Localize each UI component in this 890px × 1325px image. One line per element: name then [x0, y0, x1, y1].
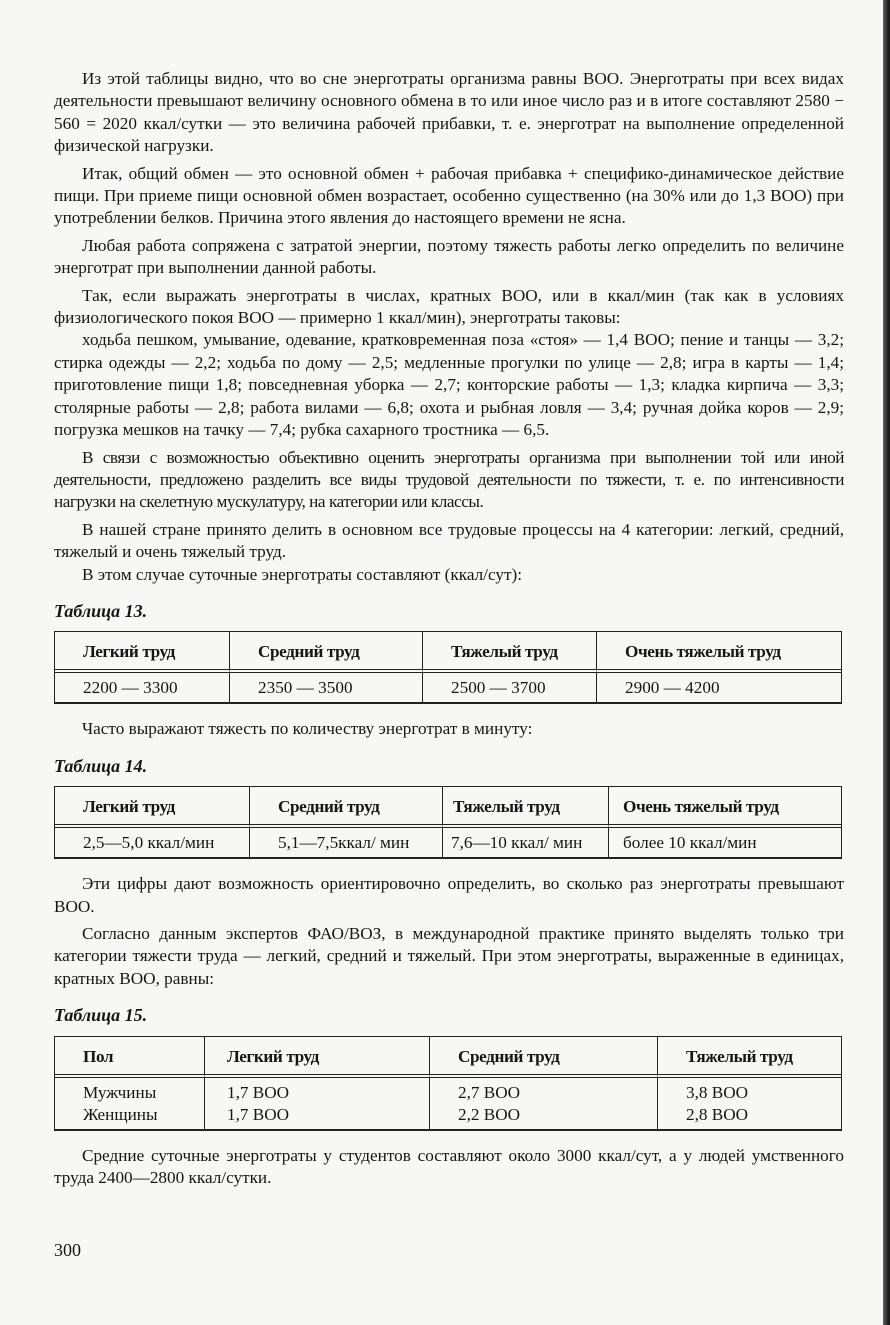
table-cell: 2,5—5,0 ккал/мин [55, 828, 250, 858]
table-header-row [55, 1037, 841, 1078]
table-header-cell: Средний труд [230, 632, 423, 673]
table-cell: 5,1—7,5ккал/ мин [250, 828, 443, 858]
table-cell: 2350 — 3500 [230, 673, 423, 703]
table-cell [205, 1078, 430, 1130]
page-edge-shadow [883, 0, 890, 1325]
paragraph: Согласно данным экспертов ФАО/ВОЗ, в международной практике принято выделять только три категории тяжести труда — легкий, средний и тяжелый. При этом энерготраты, выраженные в единицах, кратных ВОО, равны: [54, 923, 844, 988]
table-cell: более 10 ккал/мин [609, 828, 841, 858]
paragraph: Любая работа сопряжена с затратой энергии, поэтому тяжесть работы легко определить по величине энерготрат при выполнении данной работы. [54, 235, 844, 278]
paragraph: Итак, общий обмен — это основной обмен + рабочая прибавка + специфико-динамическое действие пищи. При приеме пищи основной обмен возрастает, особенно существенно (на 30% или до 1,3 ВОО) при употреблении белков. Причина этого явления до настоящего времени не ясна. [54, 163, 844, 228]
table-cell-line: 2,7 ВОО [458, 1082, 521, 1102]
table-cell-line: 1,7 ВОО [227, 1104, 290, 1124]
table-header-cell: Средний труд [430, 1037, 658, 1078]
paragraph: В связи с возможностью объективно оценить энерготраты организма при выполнении той или иной деятельности, предложено разделить все виды трудовой деятельности по тяжести, т. е. по интенсивности нагрузки на скелетную мускулатуру, на категории или классы. [54, 447, 844, 512]
document-page [54, 68, 844, 1189]
table-header-cell: Тяжелый труд [423, 632, 597, 673]
table-13-caption: Таблица 13. [54, 600, 148, 621]
table-cell: 2500 — 3700 [423, 673, 597, 703]
paragraph: Средние суточные энерготраты у студентов составляют около 3000 ккал/сут, а у людей умственного труда 2400—2800 ккал/сутки. [54, 1145, 844, 1187]
paragraph: В нашей стране принято делить в основном все трудовые процессы на 4 категории: легкий, средний, тяжелый и очень тяжелый труд. [54, 519, 844, 562]
table-header-row [55, 632, 841, 673]
table-cell-line: 2,8 ВОО [686, 1104, 749, 1124]
table-cell: 2200 — 3300 [55, 673, 230, 703]
paragraph: Из этой таблицы видно, что во сне энерготраты организма равны ВОО. Энерготраты при всех видах деятельности превышают величину основного обмена в то или иное число раз и в итоге составляют 2580 − 560 = 2020 ккал/сутки — это величина рабочей прибавки, т. е. энерготрат на выполнение определенной физической нагрузки. [54, 69, 844, 156]
table-header-cell: Пол [55, 1037, 205, 1078]
table-14-caption: Таблица 14. [54, 755, 148, 776]
table-header-cell: Очень тяжелый труд [609, 787, 841, 828]
paragraph: Эти цифры дают возможность ориентировочно определить, во сколько раз энерготраты превышают ВОО. [54, 874, 844, 916]
table-row [55, 1078, 841, 1130]
page-number: 300 [54, 1240, 81, 1260]
table-header-cell: Легкий труд [55, 787, 250, 828]
table-header-cell: Средний труд [250, 787, 443, 828]
table-header-cell: Тяжелый труд [658, 1037, 841, 1078]
table-15-caption: Таблица 15. [54, 1005, 148, 1026]
table-row [55, 828, 841, 858]
table-header-cell: Очень тяжелый труд [597, 632, 841, 673]
table-cell-line: 1,7 ВОО [227, 1082, 290, 1102]
table-15 [54, 1036, 842, 1131]
table-header-cell: Легкий труд [55, 632, 230, 673]
paragraph: ходьба пешком, умывание, одевание, кратковременная поза «стоя» — 1,4 ВОО; пение и танцы — 3,2; стирка одежды — 2,2; ходьба по дому — 2,5; медленные прогулки по улице — 2,8; игра в карты — 1,4; приготовление пищи 1,8; повседневная уборка — 2,7; конторские работы — 1,3; кладка кирпича — 3,3; столярные работы — 2,8; работа вилами — 6,8; охота и рыбная ловля — 3,4; ручная дойка коров — 2,9; погрузка мешков на тачку — 7,4; рубка сахарного тростника — 6,5. [54, 330, 844, 440]
table-header-row [55, 787, 841, 828]
paragraph: Часто выражают тяжесть по количеству энерготрат в минуту: [82, 719, 533, 739]
table-13 [54, 631, 842, 704]
table-header-cell: Легкий труд [205, 1037, 430, 1078]
paragraph: В этом случае суточные энерготраты составляют (ккал/сут): [82, 564, 522, 584]
table-row [55, 673, 841, 703]
table-header-cell: Тяжелый труд [443, 787, 609, 828]
table-14 [54, 786, 842, 859]
table-cell [430, 1078, 658, 1130]
paragraph: Так, если выражать энерготраты в числах, кратных ВОО, или в ккал/мин (так как в условиях физиологического покоя ВОО — примерно 1 ккал/мин), энерготраты таковы: [54, 285, 844, 328]
table-cell-line: Женщины [83, 1104, 158, 1124]
table-cell-line: 2,2 ВОО [458, 1104, 521, 1124]
table-cell-line: 3,8 ВОО [686, 1082, 749, 1102]
table-cell [658, 1078, 841, 1130]
table-cell [55, 1078, 205, 1130]
table-cell: 7,6—10 ккал/ мин [443, 828, 609, 858]
table-cell-line: Мужчины [83, 1082, 157, 1102]
table-cell: 2900 — 4200 [597, 673, 841, 703]
